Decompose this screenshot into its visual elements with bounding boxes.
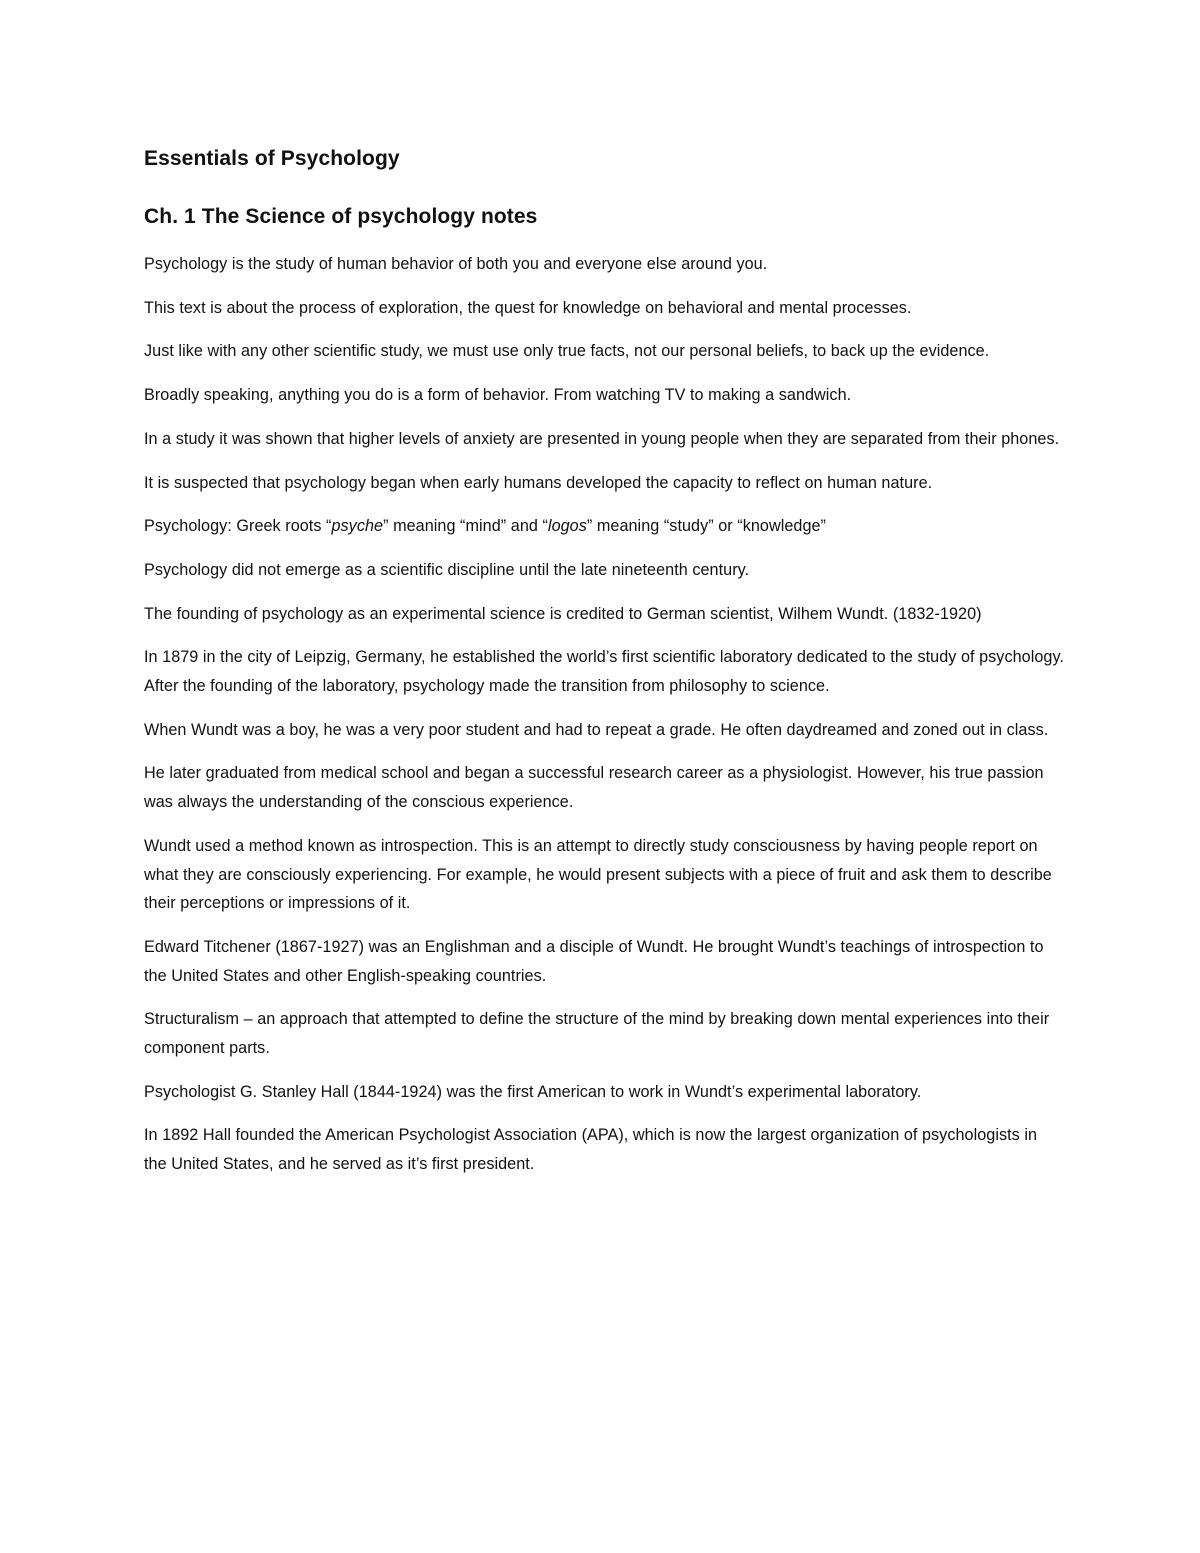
paragraph: This text is about the process of exploration, the quest for knowledge on behavioral and mental processes. xyxy=(144,298,912,317)
etymology-text: ” meaning “mind” and “ xyxy=(383,517,548,536)
paragraph: In 1879 in the city of Leipzig, Germany, he established the world’s first scientific laboratory dedicated to the study of psychology. After the founding of the laboratory, psychology made the transition from philosophy to science. xyxy=(144,648,1064,696)
paragraph: Psychologist G. Stanley Hall (1844-1924) was the first American to work in Wundt’s experimental laboratory. xyxy=(144,1082,922,1101)
paragraph: Wundt used a method known as introspection. This is an attempt to directly study consciousness by having people report on what they are consciously experiencing. For example, he would present subjects with a piece of fruit and ask them to describe their perceptions or impressions of it. xyxy=(144,836,1052,913)
paragraph: Psychology did not emerge as a scientific discipline until the late nineteenth century. xyxy=(144,560,750,579)
paragraph: In a study it was shown that higher levels of anxiety are presented in young people when they are separated from their phones. xyxy=(144,429,1060,448)
paragraph: Structuralism – an approach that attempted to define the structure of the mind by breaking down mental experiences into their component parts. xyxy=(144,1010,1050,1058)
paragraph-etymology xyxy=(144,512,1064,541)
etymology-text: ” meaning “study” or “knowledge” xyxy=(586,517,826,536)
paragraph: He later graduated from medical school and began a successful research career as a physiologist. However, his true passion was always the understanding of the conscious experience. xyxy=(144,764,1044,812)
paragraph: Edward Titchener (1867-1927) was an Englishman and a disciple of Wundt. He brought Wundt’s teachings of introspection to the United States and other English-speaking countries. xyxy=(144,937,1044,985)
paragraph: Just like with any other scientific study, we must use only true facts, not our personal beliefs, to back up the evidence. xyxy=(144,342,990,361)
chapter-heading: Ch. 1 The Science of psychology notes xyxy=(144,205,538,228)
document-body xyxy=(144,140,1064,1194)
term-logos: logos xyxy=(547,517,587,536)
paragraph: Broadly speaking, anything you do is a form of behavior. From watching TV to making a sandwich. xyxy=(144,386,852,405)
document-title: Essentials of Psychology xyxy=(144,147,400,170)
etymology-text: Psychology: Greek roots “ xyxy=(144,517,332,536)
paragraph: Psychology is the study of human behavior of both you and everyone else around you. xyxy=(144,255,768,273)
term-psyche: psyche xyxy=(331,517,384,536)
paragraph: In 1892 Hall founded the American Psychologist Association (APA), which is now the largest organization of psychologists in the United States, and he served as it’s first president. xyxy=(144,1126,1038,1174)
paragraph: It is suspected that psychology began when early humans developed the capacity to reflect on human nature. xyxy=(144,473,933,492)
paragraph: When Wundt was a boy, he was a very poor student and had to repeat a grade. He often daydreamed and zoned out in class. xyxy=(144,720,1049,739)
paragraph: The founding of psychology as an experimental science is credited to German scientist, Wilhem Wundt. (1832-1920) xyxy=(144,604,982,623)
